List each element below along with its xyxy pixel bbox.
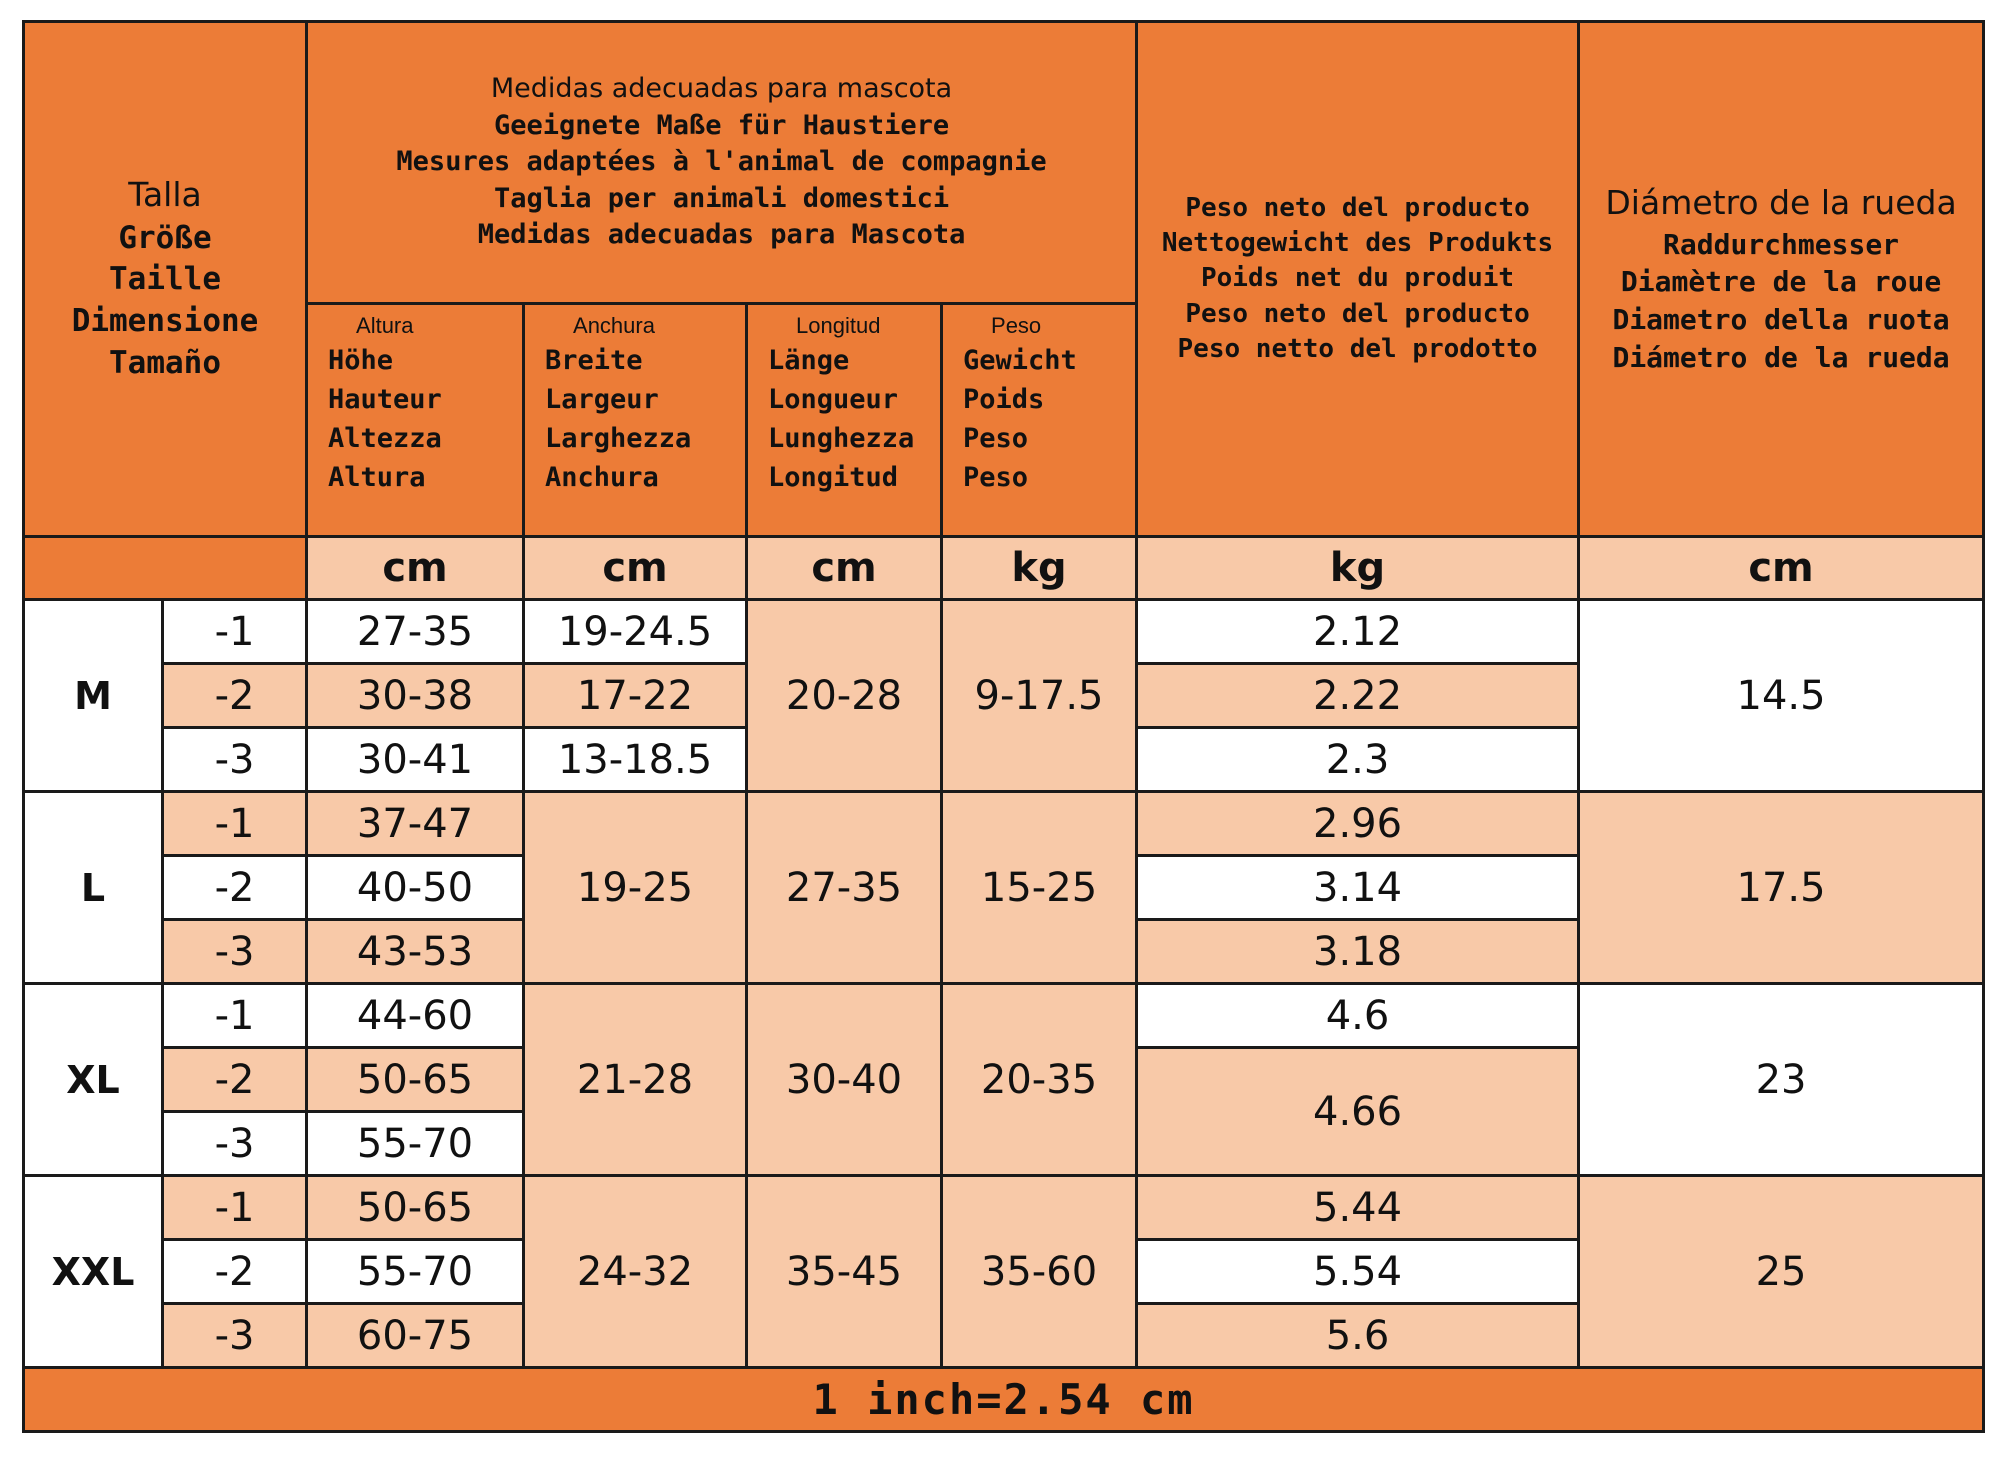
- unit-cell: kg: [942, 537, 1137, 600]
- altura-cell: 37-47: [307, 792, 524, 856]
- diametro-cell: 17.5: [1579, 792, 1984, 984]
- sub-size: -1: [163, 792, 307, 856]
- altura-cell: 43-53: [307, 920, 524, 984]
- anchura-cell: 17-22: [524, 664, 747, 728]
- altura-cell: 50-65: [307, 1176, 524, 1240]
- unit-cell: kg: [1137, 537, 1579, 600]
- neto-cell: 2.3: [1137, 728, 1579, 792]
- altura-subheader: Altura Höhe Hauteur Altezza Altura: [307, 304, 524, 537]
- sub-size: -1: [163, 984, 307, 1048]
- sub-size: -3: [163, 1112, 307, 1176]
- size-label: XL: [24, 984, 163, 1176]
- unit-cell: cm: [307, 537, 524, 600]
- peso-cell: 9-17.5: [942, 600, 1137, 792]
- peso-cell: 15-25: [942, 792, 1137, 984]
- size-table: [22, 20, 1985, 1433]
- altura-cell: 55-70: [307, 1112, 524, 1176]
- anchura-cell: 21-28: [524, 984, 747, 1176]
- altura-cell: 60-75: [307, 1304, 524, 1368]
- talla-unit-spacer: [24, 537, 307, 600]
- talla-header: Talla Größe Taille Dimensione Tamaño: [24, 22, 307, 537]
- altura-cell: 30-41: [307, 728, 524, 792]
- anchura-cell: 19-24.5: [524, 600, 747, 664]
- anchura-cell: 24-32: [524, 1176, 747, 1368]
- sub-size: -2: [163, 1048, 307, 1112]
- altura-cell: 27-35: [307, 600, 524, 664]
- unit-cell: cm: [1579, 537, 1984, 600]
- size-label: L: [24, 792, 163, 984]
- sub-size: -1: [163, 600, 307, 664]
- table-row: [24, 984, 1984, 1048]
- longitud-cell: 30-40: [747, 984, 942, 1176]
- longitud-cell: 35-45: [747, 1176, 942, 1368]
- sub-size: -2: [163, 856, 307, 920]
- neto-cell: 5.44: [1137, 1176, 1579, 1240]
- unit-cell: cm: [747, 537, 942, 600]
- neto-cell: 2.22: [1137, 664, 1579, 728]
- size-label: XXL: [24, 1176, 163, 1368]
- table-row: [24, 1176, 1984, 1240]
- sub-size: -3: [163, 728, 307, 792]
- size-label: M: [24, 600, 163, 792]
- unit-cell: cm: [524, 537, 747, 600]
- altura-cell: 50-65: [307, 1048, 524, 1112]
- table-row: [24, 600, 1984, 664]
- sub-size: -2: [163, 1240, 307, 1304]
- diametro-cell: 23: [1579, 984, 1984, 1176]
- peso-cell: 35-60: [942, 1176, 1137, 1368]
- sub-size: -1: [163, 1176, 307, 1240]
- anchura-subheader: Anchura Breite Largeur Larghezza Anchura: [524, 304, 747, 537]
- longitud-cell: 27-35: [747, 792, 942, 984]
- longitud-subheader: Longitud Länge Longueur Lunghezza Longitud: [747, 304, 942, 537]
- neto-cell: 3.14: [1137, 856, 1579, 920]
- altura-cell: 40-50: [307, 856, 524, 920]
- diametro-header: Diámetro de la rueda Raddurchmesser Diamètre de la roue Diametro della ruota Diámetro de la rueda: [1579, 22, 1984, 537]
- neto-cell: 4.6: [1137, 984, 1579, 1048]
- medidas-header: Medidas adecuadas para mascota Geeignete Maße für Haustiere Mesures adaptées à l'animal de compagnie Taglia per animali domestici Medidas adecuadas para Mascota: [307, 22, 1137, 304]
- peso-cell: 20-35: [942, 984, 1137, 1176]
- inch-conversion-footer: 1 inch=2.54 cm: [24, 1368, 1984, 1432]
- diametro-cell: 14.5: [1579, 600, 1984, 792]
- sub-size: -3: [163, 920, 307, 984]
- longitud-cell: 20-28: [747, 600, 942, 792]
- neto-cell: 3.18: [1137, 920, 1579, 984]
- anchura-cell: 19-25: [524, 792, 747, 984]
- table-row: [24, 792, 1984, 856]
- neto-cell: 2.96: [1137, 792, 1579, 856]
- altura-cell: 55-70: [307, 1240, 524, 1304]
- diametro-cell: 25: [1579, 1176, 1984, 1368]
- neto-cell: 4.66: [1137, 1048, 1579, 1176]
- altura-cell: 44-60: [307, 984, 524, 1048]
- peso-subheader: Peso Gewicht Poids Peso Peso: [942, 304, 1137, 537]
- altura-cell: 30-38: [307, 664, 524, 728]
- sub-size: -3: [163, 1304, 307, 1368]
- neto-cell: 5.6: [1137, 1304, 1579, 1368]
- neto-cell: 2.12: [1137, 600, 1579, 664]
- size-chart: [22, 20, 1985, 1433]
- sub-size: -2: [163, 664, 307, 728]
- peso-neto-header: Peso neto del producto Nettogewicht des Produkts Poids net du produit Peso neto del producto Peso netto del prodotto: [1137, 22, 1579, 537]
- neto-cell: 5.54: [1137, 1240, 1579, 1304]
- anchura-cell: 13-18.5: [524, 728, 747, 792]
